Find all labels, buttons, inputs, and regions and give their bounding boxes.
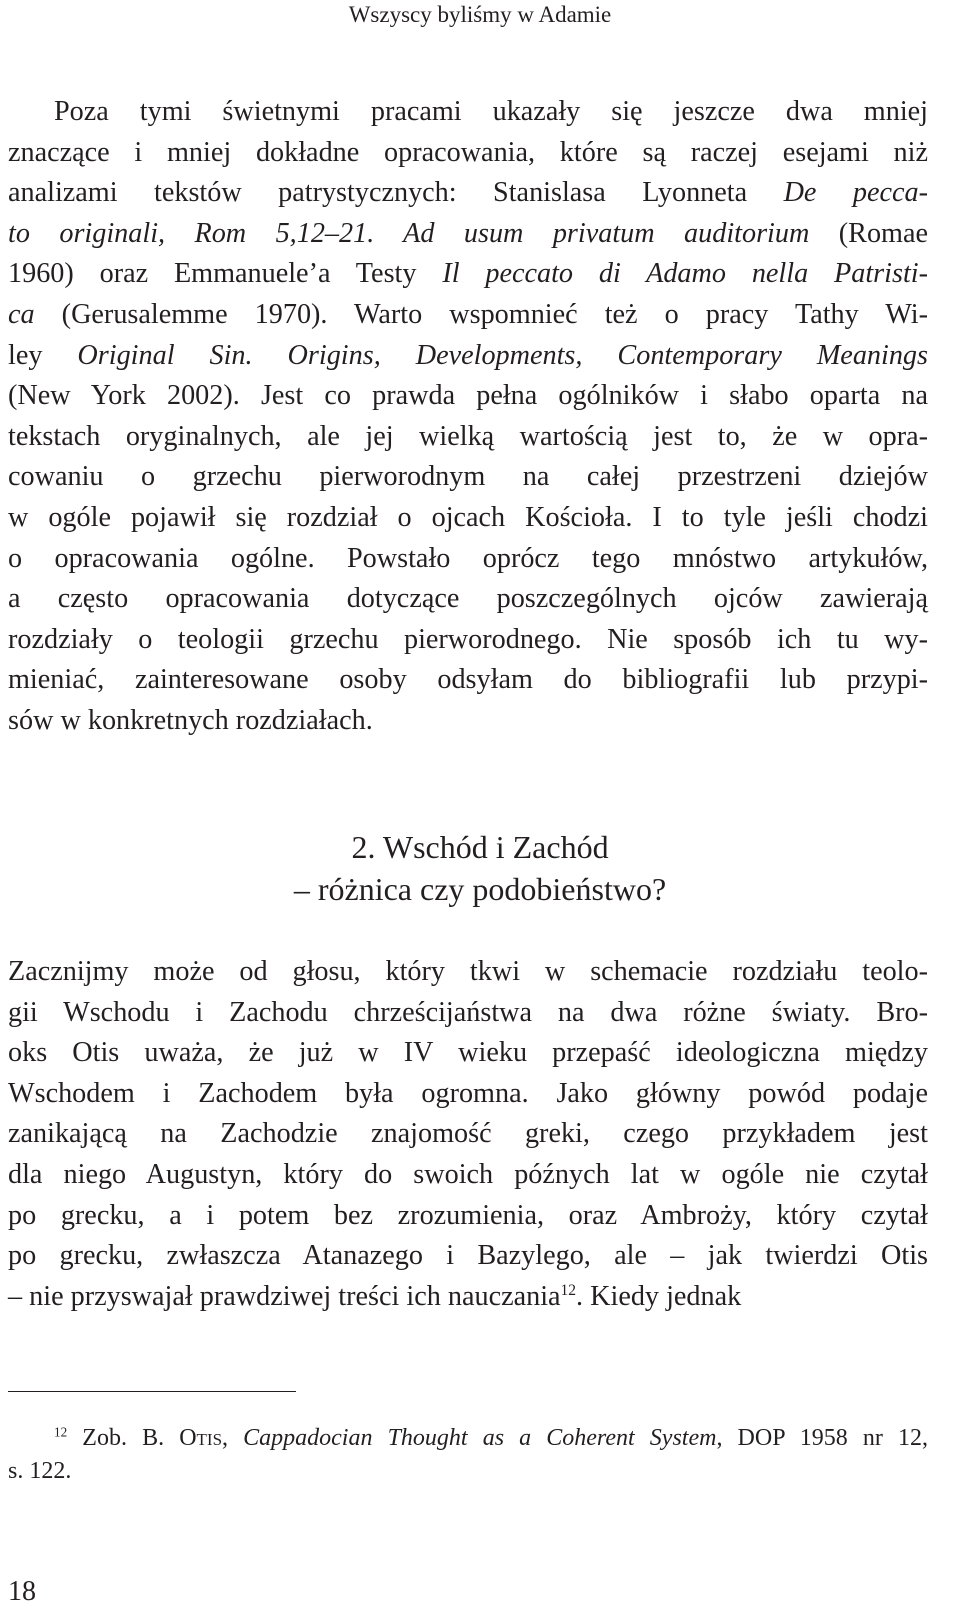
section-heading-line-2: – różnica czy podobieństwo? (293, 871, 667, 907)
text-line (8, 133, 928, 174)
footnote-reference: 12 (560, 1281, 577, 1299)
text-run: znaczące i mniej dokładne opracowania, które są raczej esejami niż (8, 136, 928, 168)
page-number: 18 (8, 1576, 36, 1607)
text-line (8, 1277, 928, 1318)
text-line (8, 1236, 928, 1277)
text-run: gii Wschodu i Zachodu chrześcijaństwa na dwa różne światy. Bro- (8, 996, 928, 1028)
italic-title: to originali, Rom 5,12–21. Ad usum privatum auditorium (8, 217, 810, 249)
text-run: tekstach oryginalnych, ale jej wielką wartością jest to, że w opra- (8, 420, 928, 452)
text-line (8, 1155, 928, 1196)
text-line (8, 701, 928, 742)
text-line (8, 993, 928, 1034)
italic-title: De pecca- (783, 177, 929, 209)
text-line (8, 579, 928, 620)
text-run: Poza tymi świetnymi pracami ukazały się jeszcze dwa mniej (54, 96, 928, 127)
text-line (8, 376, 928, 417)
text-run: o opracowania ogólne. Powstało oprócz tego mnóstwo artykułów, (8, 542, 928, 574)
text-run: oks Otis uważa, że już w IV wieku przepaść ideologiczna między (8, 1037, 928, 1069)
text-line (8, 173, 928, 214)
text-run: (New York 2002). Jest co prawda pełna ogólników i słabo oparta na (8, 380, 928, 412)
footnote-author: Otis (179, 1425, 223, 1451)
text-run: zanikającą na Zachodzie znajomość greki, czego przykładem jest (8, 1118, 928, 1150)
text-run: cowaniu o grzechu pierworodnym na całej przestrzeni dziejów (8, 461, 928, 493)
text-line (8, 214, 928, 255)
section-heading (0, 826, 960, 910)
text-run: sów w konkretnych rozdziałach. (8, 704, 373, 736)
footnote-text-before: Zob. B. (67, 1425, 180, 1451)
body-paragraph-2 (8, 952, 928, 1317)
footnote-line-1 (8, 1422, 928, 1455)
section-heading-line-1: 2. Wschód i Zachód (351, 829, 609, 865)
italic-title: ca (8, 298, 35, 330)
footnote-marker: 12 (54, 1424, 68, 1440)
text-line (8, 295, 928, 336)
text-line (8, 417, 928, 458)
text-line (8, 1074, 928, 1115)
text-run: w ogóle pojawił się rozdział o ojcach Kościoła. I to tyle jeśli chodzi (8, 501, 928, 533)
text-run: mieniać, zainteresowane osoby odsyłam do bibliografii lub przypi- (8, 664, 928, 696)
text-line (8, 1114, 928, 1155)
text-line (8, 1196, 928, 1237)
text-line (8, 539, 928, 580)
text-run: ley (8, 339, 78, 371)
running-head: Wszyscy byliśmy w Adamie (348, 2, 612, 27)
body-paragraph-1 (8, 92, 928, 742)
text-run: . Kiedy jednak (576, 1280, 742, 1312)
text-run: (Romae (809, 217, 928, 249)
text-run: analizami tekstów patrystycznych: Stanislasa Lyonneta (8, 177, 784, 209)
text-line (8, 92, 928, 133)
text-line (8, 457, 928, 498)
italic-title: Il peccato di Adamo nella Patristi- (442, 258, 928, 290)
text-run: (Gerusalemme 1970). Warto wspomnieć też o pracy Tathy Wi- (34, 298, 928, 330)
footnote-line-2: s. 122. (8, 1458, 72, 1484)
text-line (8, 620, 928, 661)
footnote-text-after: , DOP 1958 nr 12, (716, 1425, 928, 1451)
text-run: rozdziały o teologii grzechu pierworodnego. Nie sposób ich tu wy- (8, 623, 928, 655)
text-run: Wschodem i Zachodem była ogromna. Jako główny powód podaje (8, 1077, 928, 1109)
text-run: po grecku, zwłaszcza Atanazego i Bazylego, ale – jak twierdzi Otis (8, 1240, 928, 1272)
text-line (8, 254, 928, 295)
footnote-separator (8, 1391, 296, 1392)
text-line (8, 1033, 928, 1074)
text-run: – nie przyswajał prawdziwej treści ich nauczania (8, 1280, 561, 1312)
text-line (8, 952, 928, 993)
footnote-title: Cappadocian Thought as a Coherent System (243, 1425, 717, 1451)
text-run: po grecku, a i potem bez zrozumienia, oraz Ambroży, który czytał (8, 1199, 928, 1231)
text-run: a często opracowania dotyczące poszczególnych ojców zawierają (8, 583, 928, 615)
text-line (8, 660, 928, 701)
text-run: dla niego Augustyn, który do swoich późnych lat w ogóle nie czytał (8, 1158, 928, 1190)
footnote (8, 1422, 928, 1488)
text-line (8, 498, 928, 539)
italic-title: Original Sin. Origins, Developments, Contemporary Meanings (77, 339, 928, 371)
text-run: 1960) oraz Emmanuele’a Testy (8, 258, 443, 290)
footnote-comma: , (222, 1425, 244, 1451)
text-run: Zacznijmy może od głosu, który tkwi w schemacie rozdziału teolo- (8, 956, 928, 987)
text-line (8, 336, 928, 377)
